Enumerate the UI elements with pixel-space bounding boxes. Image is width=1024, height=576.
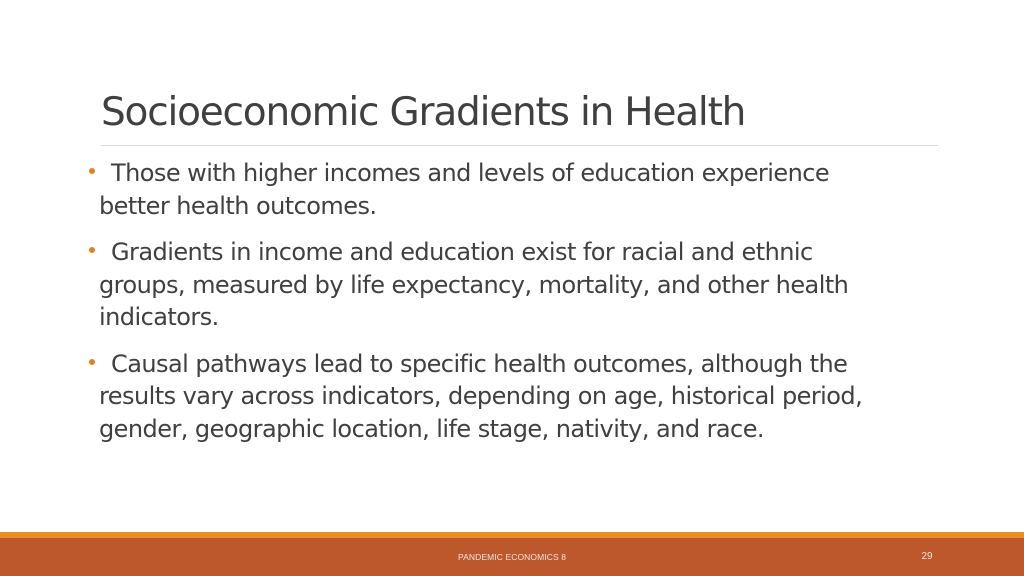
bullet-item bbox=[99, 157, 904, 222]
bullet-item bbox=[99, 236, 904, 334]
bullet-item bbox=[99, 348, 904, 446]
bullet-text: Causal pathways lead to specific health outcomes, although the results vary across indicators, depending on age, historical period, gender, geographic location, life stage, nativity, and race. bbox=[99, 349, 863, 443]
bullet-text: Those with higher incomes and levels of education experience better health outcomes. bbox=[99, 159, 830, 220]
bullet-text: Gradients in income and education exist for racial and ethnic groups, measured by life expectancy, mortality, and other health indicators. bbox=[99, 238, 849, 331]
bullet-dot-icon bbox=[89, 359, 95, 365]
footer-label: PANDEMIC ECONOMICS 8 bbox=[457, 552, 567, 562]
slide-title: Socioeconomic Gradients in Health bbox=[101, 90, 746, 135]
page-number: 29 bbox=[921, 551, 933, 562]
bullet-dot-icon bbox=[89, 247, 95, 253]
bullet-dot-icon bbox=[89, 168, 95, 174]
bullet-list bbox=[99, 157, 904, 459]
title-divider bbox=[101, 145, 938, 146]
